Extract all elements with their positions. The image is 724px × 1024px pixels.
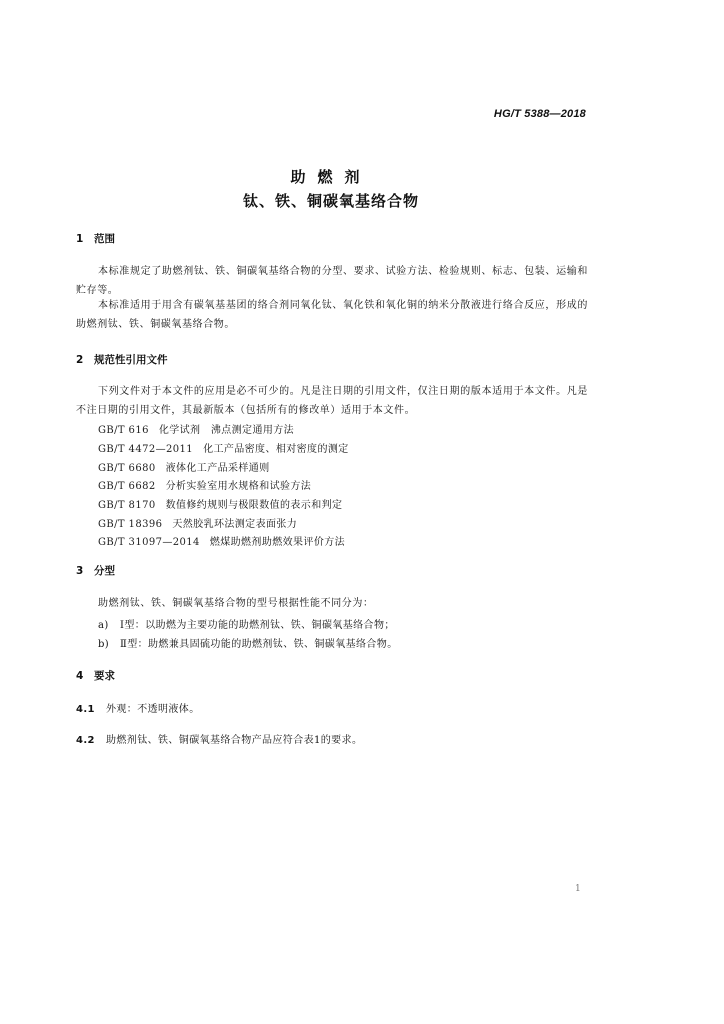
section-number: 1 bbox=[76, 233, 84, 245]
section-number: 2 bbox=[76, 354, 84, 366]
requirement-item bbox=[76, 731, 362, 746]
reference-code: GB/T 6680 bbox=[98, 463, 156, 474]
reference-item bbox=[98, 440, 349, 455]
reference-title: 数值修约规则与极限数值的表示和判定 bbox=[165, 500, 343, 511]
requirement-number: 4.2 bbox=[76, 735, 95, 746]
requirement-text: 外观：不透明液体。 bbox=[106, 704, 200, 715]
reference-title: 液体化工产品采样通则 bbox=[165, 463, 270, 474]
reference-code: GB/T 8170 bbox=[98, 500, 156, 511]
document-title-line1: 助燃剂 bbox=[290, 168, 372, 186]
reference-code: GB/T 616 bbox=[98, 425, 149, 436]
reference-code: GB/T 31097—2014 bbox=[98, 537, 200, 548]
reference-code: GB/T 18396 bbox=[98, 519, 163, 530]
section-heading-scope bbox=[76, 231, 115, 246]
section-title: 要求 bbox=[94, 670, 115, 682]
scope-paragraph-1: 本标准规定了助燃剂钛、铁、铜碳氧基络合物的分型、要求、试验方法、检验规则、标志、包装、运输和贮存等。 bbox=[76, 266, 588, 296]
reference-item bbox=[98, 496, 342, 511]
section-heading-classification bbox=[76, 563, 115, 578]
reference-item bbox=[98, 477, 311, 492]
section-number: 4 bbox=[76, 670, 84, 682]
page-number: 1 bbox=[575, 884, 581, 894]
reference-title: 燃煤助燃剂助燃效果评价方法 bbox=[209, 537, 346, 548]
reference-title: 分析实验室用水规格和试验方法 bbox=[165, 481, 312, 492]
reference-title: 天然胶乳环法测定表面张力 bbox=[172, 519, 298, 530]
section-title: 范围 bbox=[94, 233, 115, 245]
normative-intro: 下列文件对于本文件的应用是必不可少的。凡是注日期的引用文件，仅注日期的版本适用于本文件。凡是不注日期的引用文件，其最新版本（包括所有的修改单）适用于本文件。 bbox=[76, 386, 588, 416]
classification-item bbox=[98, 616, 395, 631]
list-text: Ⅱ型：助燃兼具固硫功能的助燃剂钛、铁、铜碳氧基络合物。 bbox=[120, 639, 398, 650]
reference-item bbox=[98, 533, 345, 548]
classification-intro: 助燃剂钛、铁、铜碳氧基络合物的型号根据性能不同分为： bbox=[98, 598, 374, 609]
section-title: 规范性引用文件 bbox=[94, 354, 168, 366]
section-title: 分型 bbox=[94, 565, 115, 577]
document-title-line2: 钛、铁、铜碳氧基络合物 bbox=[242, 192, 419, 210]
reference-item bbox=[98, 515, 297, 530]
list-marker: a) bbox=[98, 620, 109, 631]
requirement-text: 助燃剂钛、铁、铜碳氧基络合物产品应符合表1的要求。 bbox=[106, 735, 363, 746]
reference-item bbox=[98, 421, 294, 436]
section-heading-normative bbox=[76, 352, 168, 367]
requirement-number: 4.1 bbox=[76, 704, 95, 715]
classification-item bbox=[98, 635, 398, 650]
reference-item bbox=[98, 459, 270, 474]
reference-code: GB/T 4472—2011 bbox=[98, 444, 194, 455]
list-marker: b) bbox=[98, 639, 110, 650]
reference-title: 化学试剂 沸点测定通用方法 bbox=[158, 425, 295, 436]
standard-code: HG/T 5388—2018 bbox=[493, 108, 586, 120]
section-number: 3 bbox=[76, 565, 84, 577]
section-heading-requirements bbox=[76, 668, 115, 683]
reference-code: GB/T 6682 bbox=[98, 481, 156, 492]
requirement-item bbox=[76, 700, 200, 715]
scope-paragraph-2: 本标准适用于用含有碳氧基基团的络合剂同氧化钛、氧化铁和氧化铜的纳米分散液进行络合反应，形成的助燃剂钛、铁、铜碳氧基络合物。 bbox=[76, 300, 588, 330]
reference-title: 化工产品密度、相对密度的测定 bbox=[203, 444, 349, 455]
list-text: Ⅰ型：以助燃为主要功能的助燃剂钛、铁、铜碳氧基络合物； bbox=[120, 620, 395, 631]
